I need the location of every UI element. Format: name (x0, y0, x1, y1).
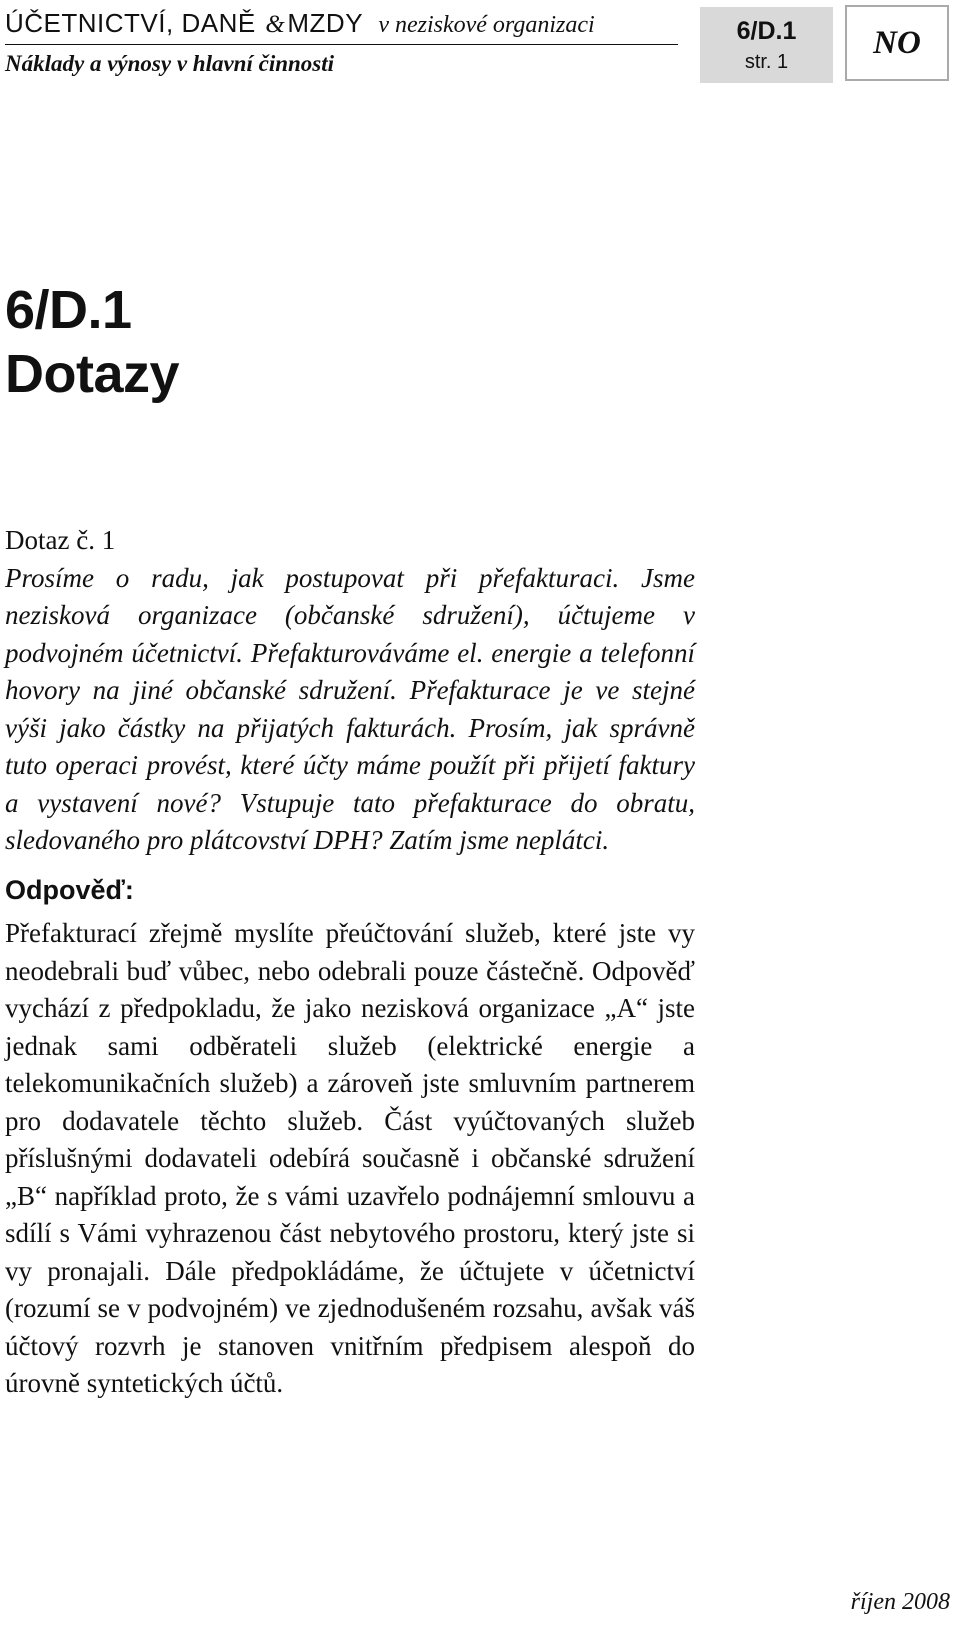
organization-type-badge: NO (845, 5, 949, 81)
question-label: Dotaz č. 1 (5, 525, 116, 555)
publication-title-part1: ÚČETNICTVÍ, DANĚ (5, 8, 256, 38)
question-text: Prosíme o radu, jak postupovat při přefakturaci. Jsme nezisková organizace (občanské sdružení), účtujeme v podvojném účetnictví. Přefakturováváme el. energie a telefonní hovory na jiné občanské sdružení. Přefakturace je ve stejné výši jako částky na přijatých fakturách. Prosím, jak správně tuto operaci provést, které účty máme použít při přijetí faktury a vystavení nové? Vstupuje tato přefakturace do obratu, sledovaného pro plátcovství DPH? Zatím jsme neplátci. (5, 562, 695, 855)
publication-subtitle: v neziskové organizaci (378, 12, 595, 38)
section-code-box (700, 7, 833, 83)
section-code: 6/D.1 (736, 17, 797, 45)
article-body (5, 522, 695, 1403)
answer-text: Přefakturací zřejmě myslíte přeúčtování služeb, které jste vy neodebrali buď vůbec, nebo odebrali pouze částečně. Odpověď vychází z předpokladu, že jako nezisková organizace „A“ jste jednak sami odběrateli služeb (elektrické energie a telekomunikačních služeb) a zároveň jste smluvním partnerem pro dodavatele těchto služeb. Část vyúčtovaných služeb příslušnými dodavateli odebírá současně i občanské sdružení „B“ například proto, že s vámi uzavřelo podnájemní smlouvu a sdílí s Vámi vyhrazenou část nebytového prostoru, který jste si vy pronajali. Dále předpokládáme, že účtujete v účetnictví (rozumí se v podvojném) ve zjednodušeném rozsahu, avšak váš účtový rozvrh je stanoven vnitřním předpisem alespoň do úrovně syntetických účtů. (5, 918, 695, 1398)
publication-title-part2: MZDY (287, 8, 363, 38)
section-title: Náklady a výnosy v hlavní činnosti (5, 51, 335, 76)
chapter-number: 6/D.1 (5, 280, 132, 340)
footer-date: říjen 2008 (850, 1589, 950, 1615)
page-number: str. 1 (744, 51, 789, 73)
answer-label: Odpověď: (5, 874, 134, 905)
chapter-heading (5, 278, 179, 406)
chapter-title: Dotazy (5, 344, 180, 404)
running-header (5, 8, 678, 79)
publication-title (5, 8, 678, 45)
publication-title-ampersand: & (265, 11, 286, 38)
